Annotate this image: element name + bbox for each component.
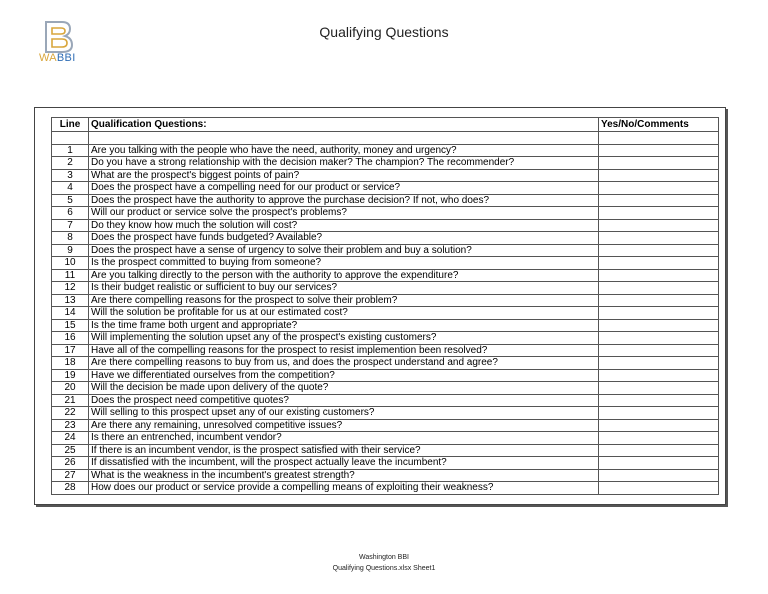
line-number-cell: 12 [52, 282, 89, 295]
line-number-cell: 27 [52, 469, 89, 482]
table-row [52, 419, 719, 432]
line-number-cell: 13 [52, 294, 89, 307]
answer-cell[interactable] [599, 294, 719, 307]
table-row [52, 282, 719, 295]
line-number-cell: 8 [52, 232, 89, 245]
answer-cell[interactable] [599, 319, 719, 332]
answer-cell[interactable] [599, 232, 719, 245]
table-row [52, 382, 719, 395]
answer-cell[interactable] [599, 307, 719, 320]
line-number-cell: 14 [52, 307, 89, 320]
answer-cell[interactable] [599, 282, 719, 295]
line-number-cell: 20 [52, 382, 89, 395]
answer-cell[interactable] [599, 357, 719, 370]
table-row [52, 394, 719, 407]
table-row [52, 369, 719, 382]
line-number-cell: 25 [52, 444, 89, 457]
table-row [52, 307, 719, 320]
question-cell: Will implementing the solution upset any of the prospect's existing customers? [89, 332, 599, 345]
table-row [52, 332, 719, 345]
answer-cell[interactable] [599, 244, 719, 257]
line-number-cell: 19 [52, 369, 89, 382]
question-cell: Is their budget realistic or sufficient to buy our services? [89, 282, 599, 295]
line-number-cell: 15 [52, 319, 89, 332]
question-cell: Do they know how much the solution will cost? [89, 219, 599, 232]
answer-cell[interactable] [599, 457, 719, 470]
table-row [52, 457, 719, 470]
line-number-cell: 28 [52, 482, 89, 495]
qualification-table [51, 117, 719, 495]
answer-cell[interactable] [599, 269, 719, 282]
question-cell: If dissatisfied with the incumbent, will the prospect actually leave the incumbent? [89, 457, 599, 470]
table-cell [52, 132, 89, 145]
footer-file-info: Qualifying Questions.xlsx Sheet1 [332, 565, 436, 572]
question-cell: Will our product or service solve the prospect's problems? [89, 207, 599, 220]
answer-cell[interactable] [599, 394, 719, 407]
table-row [52, 257, 719, 270]
answer-cell[interactable] [599, 257, 719, 270]
table-row [52, 207, 719, 220]
answer-cell[interactable] [599, 432, 719, 445]
question-cell: Is there an entrenched, incumbent vendor? [89, 432, 599, 445]
page-footer [0, 552, 768, 574]
question-cell: Are you talking directly to the person with the authority to approve the expenditure? [89, 269, 599, 282]
line-number-cell: 9 [52, 244, 89, 257]
question-cell: Are you talking with the people who have the need, authority, money and urgency? [89, 144, 599, 157]
answer-cell[interactable] [599, 207, 719, 220]
table-row [52, 432, 719, 445]
line-number-cell: 5 [52, 194, 89, 207]
line-number-cell: 4 [52, 182, 89, 195]
question-cell: What are the prospect's biggest points of pain? [89, 169, 599, 182]
line-number-cell: 23 [52, 419, 89, 432]
question-cell: How does our product or service provide a compelling means of exploiting their weakness? [89, 482, 599, 495]
answer-cell[interactable] [599, 219, 719, 232]
page-title: Qualifying Questions [319, 24, 449, 40]
table-row [52, 144, 719, 157]
table-row [52, 344, 719, 357]
answer-cell[interactable] [599, 194, 719, 207]
answer-cell[interactable] [599, 169, 719, 182]
table-row [52, 444, 719, 457]
spreadsheet-frame [34, 107, 726, 505]
spacer-row [52, 132, 719, 145]
line-number-cell: 11 [52, 269, 89, 282]
question-cell: Are there any remaining, unresolved competitive issues? [89, 419, 599, 432]
table-row [52, 469, 719, 482]
line-number-cell: 2 [52, 157, 89, 170]
table-row [52, 294, 719, 307]
line-number-cell: 17 [52, 344, 89, 357]
table-cell [89, 132, 599, 145]
answer-cell[interactable] [599, 382, 719, 395]
table-row [52, 182, 719, 195]
answer-cell[interactable] [599, 419, 719, 432]
table-cell[interactable] [599, 132, 719, 145]
logo-text-wa: WA [39, 52, 57, 64]
column-header-answer: Yes/No/Comments [599, 118, 719, 132]
table-row [52, 482, 719, 495]
table-row [52, 219, 719, 232]
answer-cell[interactable] [599, 344, 719, 357]
table-row [52, 169, 719, 182]
line-number-cell: 1 [52, 144, 89, 157]
question-cell: Does the prospect have the authority to approve the purchase decision? If not, who does? [89, 194, 599, 207]
question-cell: Does the prospect have a sense of urgency to solve their problem and buy a solution? [89, 244, 599, 257]
line-number-cell: 10 [52, 257, 89, 270]
table-row [52, 232, 719, 245]
line-number-cell: 18 [52, 357, 89, 370]
answer-cell[interactable] [599, 144, 719, 157]
question-cell: Will the decision be made upon delivery of the quote? [89, 382, 599, 395]
line-number-cell: 3 [52, 169, 89, 182]
question-cell: Have we differentiated ourselves from the competition? [89, 369, 599, 382]
logo-text [39, 52, 76, 64]
question-cell: Does the prospect have a compelling need for our product or service? [89, 182, 599, 195]
table-row [52, 194, 719, 207]
table-row [52, 319, 719, 332]
logo-text-bbi: BBI [56, 52, 76, 64]
question-cell: If there is an incumbent vendor, is the prospect satisfied with their service? [89, 444, 599, 457]
question-cell: Are there compelling reasons for the prospect to solve their problem? [89, 294, 599, 307]
answer-cell[interactable] [599, 157, 719, 170]
answer-cell[interactable] [599, 407, 719, 420]
question-cell: Have all of the compelling reasons for the prospect to resist implemention been resolved? [89, 344, 599, 357]
question-cell: Is the time frame both urgent and appropriate? [89, 319, 599, 332]
line-number-cell: 16 [52, 332, 89, 345]
line-number-cell: 6 [52, 207, 89, 220]
footer-company: Washington BBI [359, 554, 409, 561]
line-number-cell: 7 [52, 219, 89, 232]
question-cell: Does the prospect have funds budgeted? Available? [89, 232, 599, 245]
question-cell: Are there compelling reasons to buy from us, and does the prospect understand and agree? [89, 357, 599, 370]
answer-cell[interactable] [599, 332, 719, 345]
table-row [52, 244, 719, 257]
table-header-row [52, 118, 719, 132]
line-number-cell: 24 [52, 432, 89, 445]
table-row [52, 269, 719, 282]
question-cell: Will the solution be profitable for us at our estimated cost? [89, 307, 599, 320]
line-number-cell: 22 [52, 407, 89, 420]
answer-cell[interactable] [599, 469, 719, 482]
question-cell: Does the prospect need competitive quotes? [89, 394, 599, 407]
line-number-cell: 21 [52, 394, 89, 407]
question-cell: What is the weakness in the incumbent's greatest strength? [89, 469, 599, 482]
answer-cell[interactable] [599, 369, 719, 382]
line-number-cell: 26 [52, 457, 89, 470]
column-header-question: Qualification Questions: [89, 118, 599, 132]
column-header-line: Line [52, 118, 89, 132]
table-row [52, 157, 719, 170]
answer-cell[interactable] [599, 182, 719, 195]
table-row [52, 407, 719, 420]
answer-cell[interactable] [599, 444, 719, 457]
question-cell: Will selling to this prospect upset any of our existing customers? [89, 407, 599, 420]
table-row [52, 357, 719, 370]
answer-cell[interactable] [599, 482, 719, 495]
question-cell: Is the prospect committed to buying from someone? [89, 257, 599, 270]
question-cell: Do you have a strong relationship with the decision maker? The champion? The recommender? [89, 157, 599, 170]
